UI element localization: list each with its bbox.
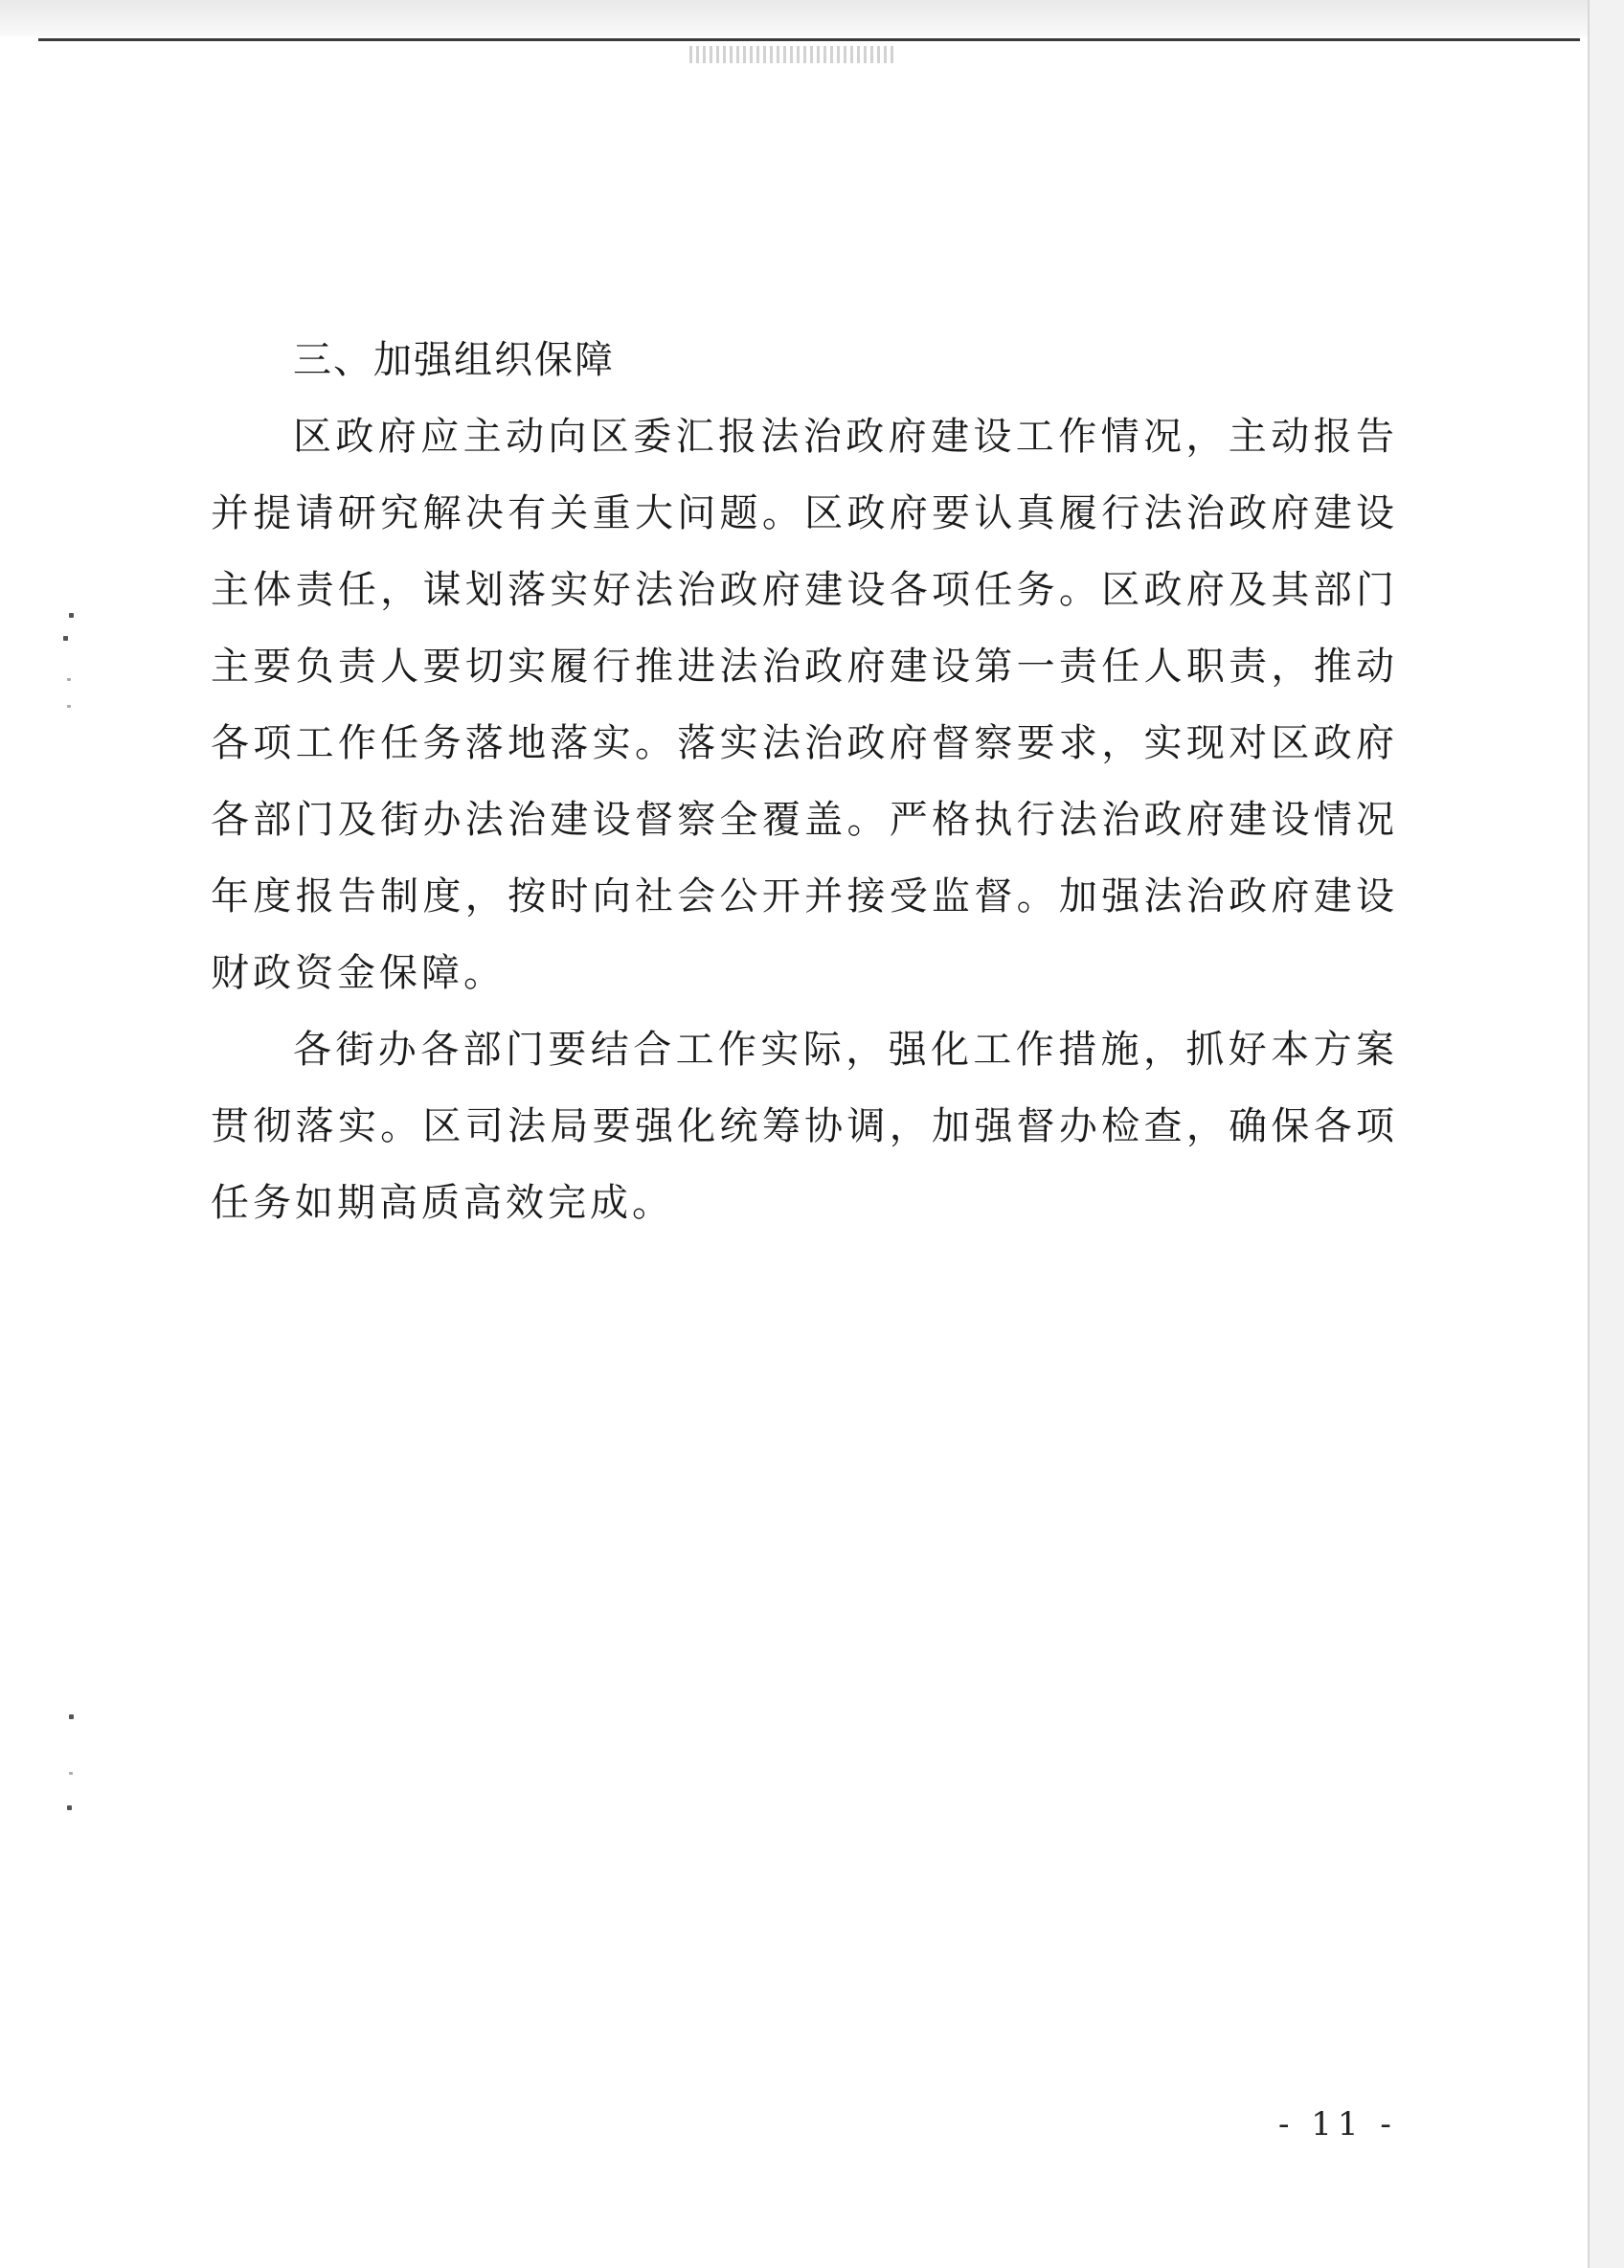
- document-body: [211, 322, 1398, 1241]
- binding-hole-mark: [69, 613, 74, 618]
- scan-top-border-line: [38, 38, 1580, 41]
- binding-hole-mark: [63, 636, 68, 641]
- binding-hole-mark: [67, 705, 71, 708]
- binding-hole-mark: [67, 678, 71, 681]
- binding-hole-mark: [69, 1714, 74, 1719]
- binding-hole-mark: [67, 1805, 72, 1810]
- scan-right-edge: [1588, 0, 1624, 2268]
- paragraph: 区政府应主动向区委汇报法治政府建设工作情况，主动报告并提请研究解决有关重大问题。区政府要认真履行法治政府建设主体责任，谋划落实好法治政府建设各项任务。区政府及其部门主要负责人要切实履行推进法治政府建设第一责任人职责，推动各项工作任务落地落实。落实法治政府督察要求，实现对区政府各部门及街办法治建设督察全覆盖。严格执行法治政府建设情况年度报告制度，按时向社会公开并接受监督。加强法治政府建设财政资金保障。: [211, 415, 1398, 995]
- scan-top-shade: [0, 0, 1624, 36]
- page-number: - 11 -: [1278, 2105, 1397, 2143]
- section-heading: 三、加强组织保障: [293, 338, 615, 382]
- scan-right-border-line: [1588, 0, 1590, 2268]
- paragraph: 各街办各部门要结合工作实际，强化工作措施，抓好本方案贯彻落实。区司法局要强化统筹协调，加强督办检查，确保各项任务如期高质高效完成。: [211, 1028, 1398, 1225]
- scan-binding-smudge: [689, 46, 895, 63]
- binding-hole-mark: [69, 1772, 73, 1775]
